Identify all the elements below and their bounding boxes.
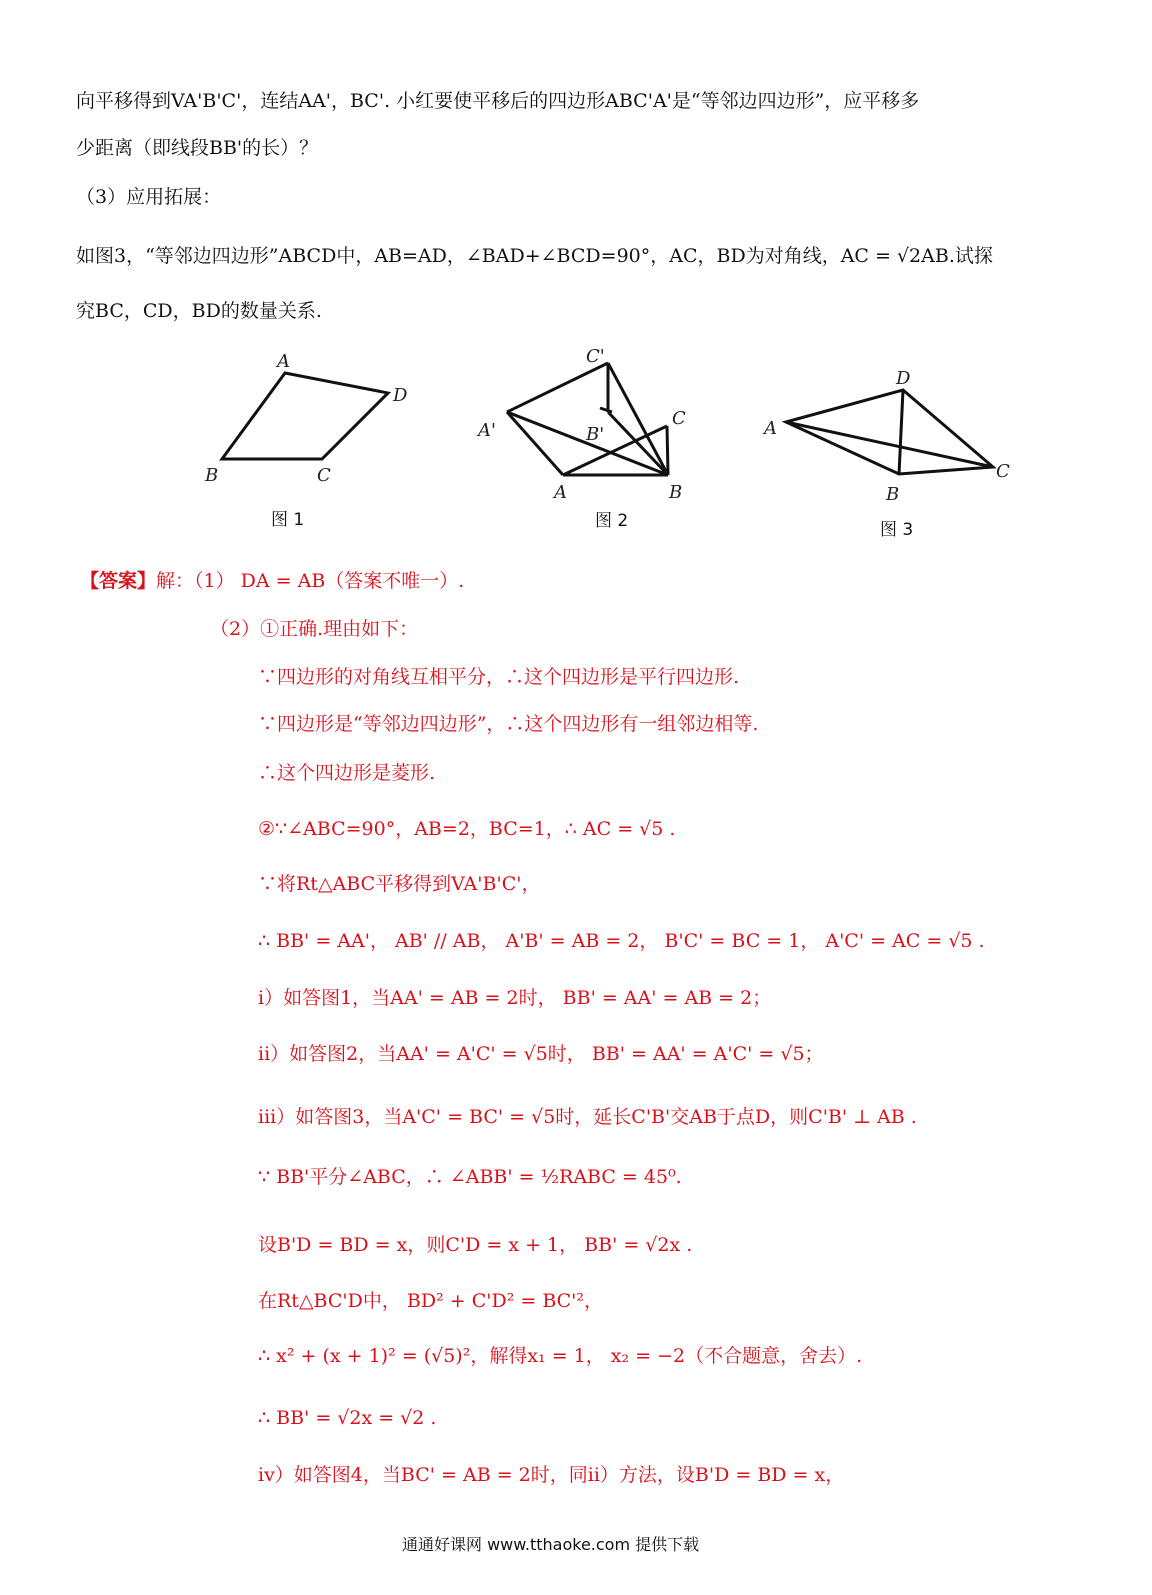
answer-line-8: ∴ BB' = AA'， AB' // AB， A'B' = AB = 2， B'C' = BC = 1， A'C' = AC = √5 . — [258, 930, 985, 952]
figure-3-caption: 图 3 — [880, 520, 914, 540]
answer-part-1: 解：（1） DA = AB（答案不唯一）. — [156, 570, 465, 592]
fig2-label-b: B — [669, 482, 683, 503]
answer-line-4: ∵四边形是“等邻边四边形”，∴这个四边形有一组邻边相等. — [258, 713, 759, 735]
answer-tag: 【答案】 — [80, 570, 157, 592]
question-line-1: 向平移得到VA'B'C'，连结AA'，BC'. 小红要使平移后的四边形ABC'A'是“等邻边四边形”，应平移多 — [76, 90, 920, 112]
fig3-label-a: A — [764, 418, 777, 439]
fig1-label-c: C — [317, 465, 331, 486]
answer-line-3: ∵四边形的对角线互相平分，∴这个四边形是平行四边形. — [258, 666, 740, 688]
figure-3 — [760, 360, 1030, 550]
fig2-label-c-prime: C' — [586, 346, 605, 367]
figure-1-caption: 图 1 — [271, 510, 305, 530]
answer-line-1 — [80, 566, 464, 593]
fig1-label-a: A — [277, 351, 290, 372]
answer-line-6: ②∵∠ABC=90°，AB=2，BC=1，∴ AC = √5 . — [258, 818, 676, 840]
figure-2 — [470, 340, 710, 540]
figure-1 — [195, 345, 435, 535]
answer-line-2: （2）①正确.理由如下： — [210, 618, 419, 640]
fig2-label-a-prime: A' — [478, 420, 496, 441]
fig2-label-b-prime: B' — [586, 424, 605, 445]
answer-line-14: 在Rt△BC'D中， BD² + C'D² = BC'²， — [258, 1290, 604, 1312]
fig3-label-b: B — [886, 484, 900, 505]
page-footer: 通通好课网 www.tthaoke.com 提供下载 — [402, 1535, 700, 1554]
figure-1-drawing — [195, 345, 435, 535]
answer-line-15: ∴ x² + (x + 1)² = (√5)²，解得x₁ = 1， x₂ = −2（不合题意，舍去）. — [258, 1345, 863, 1367]
answer-line-5: ∴这个四边形是菱形. — [258, 762, 436, 784]
figure-2-drawing — [470, 340, 710, 540]
fig1-label-d: D — [393, 385, 408, 406]
figure-2-caption: 图 2 — [595, 511, 629, 531]
question-line-2: 少距离（即线段BB'的长）？ — [76, 137, 319, 159]
fig2-label-c: C — [672, 408, 686, 429]
answer-line-12: ∵ BB'平分∠ABC，∴ ∠ABB' = ½RABC = 45⁰. — [258, 1166, 682, 1188]
question-line-5: 究BC，CD，BD的数量关系. — [76, 300, 322, 322]
answer-line-13: 设B'D = BD = x，则C'D = x + 1， BB' = √2x . — [258, 1234, 693, 1256]
fig3-label-c: C — [996, 461, 1010, 482]
answer-line-9: i）如答图1，当AA' = AB = 2时， BB' = AA' = AB = 2； — [258, 987, 772, 1009]
answer-line-7: ∵将Rt△ABC平移得到VA'B'C'， — [258, 873, 541, 895]
answer-line-10: ii）如答图2，当AA' = A'C' = √5时， BB' = AA' = A'C' = √5； — [258, 1043, 824, 1065]
question-line-4: 如图3，“等邻边四边形”ABCD中，AB=AD，∠BAD+∠BCD=90°，AC，BD为对角线，AC = √2AB.试探 — [76, 245, 993, 267]
question-part-3-heading: （3）应用拓展： — [76, 186, 222, 208]
fig2-label-a: A — [554, 482, 567, 503]
answer-line-11: iii）如答图3，当A'C' = BC' = √5时，延长C'B'交AB于点D，则C'B' ⊥ AB . — [258, 1106, 917, 1128]
fig3-label-d: D — [896, 368, 911, 389]
answer-line-17: iv）如答图4，当BC' = AB = 2时，同ii）方法，设B'D = BD = x， — [258, 1464, 845, 1486]
answer-line-16: ∴ BB' = √2x = √2 . — [258, 1407, 437, 1429]
fig1-label-b: B — [205, 465, 219, 486]
